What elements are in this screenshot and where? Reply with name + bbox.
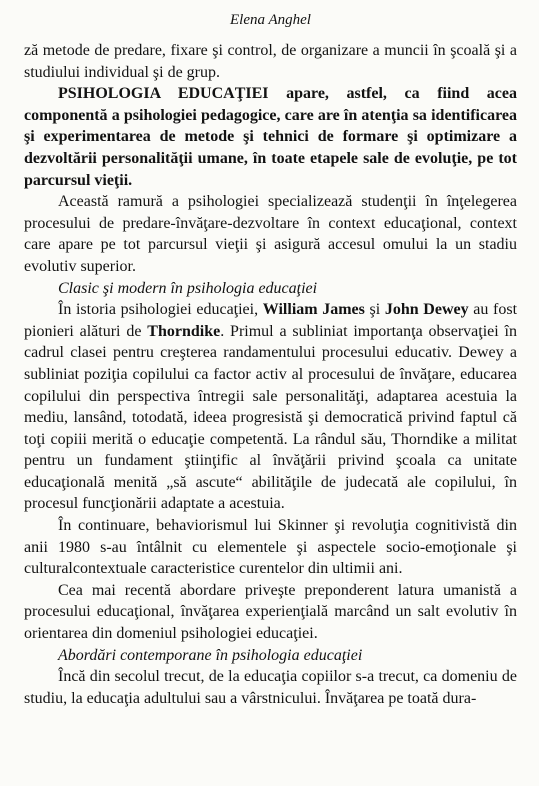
history-text-4: . Primul a subliniat importanţa observaţiei în cadrul clasei pentru creşterea randamentului procesului educativ. Dewey a subliniat poziţia copilului ca factor activ al procesului de învăţare, educarea copilului din perspectiva întregii sale personalităţi, adaptarea acestuia la mediu, lansând, totodată, ideea progresistă şi democratică privind faptul că toţi copiii merită o educaţie competentă. La rândul său, Thorndike a militat pentru un fundament ştiinţific al învăţării privind şcoala ca unitate educaţională menită „să ascute“ abilităţile de judecată ale copilului, în procesul funcţionării adaptate a acestuia. <box>24 322 518 513</box>
name-john-dewey: John Dewey <box>384 301 469 319</box>
paragraph-continuation: ză metode de predare, fixare şi control, de organizare a muncii în şcoală şi a studiului individual şi de grup. <box>24 42 517 81</box>
history-text-2: şi <box>364 301 385 319</box>
paragraph-history <box>24 299 517 515</box>
paragraph-specialization: Această ramură a psihologiei specializează studenţii în înţelegerea procesului de predare-învăţare-dezvoltare în context educaţional, context care apare pe tot parcursul vieţii şi asigură accesul omului la un stadiu evolutiv superior. <box>24 193 517 275</box>
page-body <box>24 40 517 709</box>
history-text-1: În istoria psihologiei educaţiei, <box>58 301 263 319</box>
paragraph-recent-approach: Cea mai recentă abordare priveşte preponderent latura umanistă a procesului educaţional, învăţarea experienţială marcând un salt evolutiv în orientarea din domeniul psihologiei educaţiei. <box>24 581 517 643</box>
section-heading-contemporary: Abordări contemporane în psihologia educaţiei <box>58 646 363 664</box>
section-heading-classic-modern: Clasic şi modern în psihologia educaţiei <box>58 279 318 297</box>
paragraph-adult-education: Încă din secolul trecut, de la educaţia copiilor s-a trecut, ca domeniu de studiu, la educaţia adultului sau a vârstnicului. Învăţarea pe toată dura- <box>24 668 517 707</box>
history-text-3: au fost pionieri alături de <box>24 301 518 340</box>
name-thorndike: Thorndike <box>147 322 221 340</box>
paragraph-behaviorism: În continuare, behaviorismul lui Skinner şi revoluţia cognitivistă din anii 1980 s-au întâlnit cu elementele şi aspectele socio-emoţionale şi culturalcontextuale caracteristice curentelor din ultimii ani. <box>24 517 517 578</box>
name-william-james: William James <box>262 301 365 319</box>
definition-paragraph: PSIHOLOGIA EDUCAŢIEI apare, astfel, ca fiind acea componentă a psihologiei pedagogice, care are în atenţia sa identificarea şi experimentarea de metode şi tehnici de formare şi optimizare a dezvoltării personalităţii umane, în toate etapele sale de evoluţie, pe tot parcursul vieţii. <box>24 85 517 189</box>
running-head: Elena Anghel <box>230 12 311 28</box>
